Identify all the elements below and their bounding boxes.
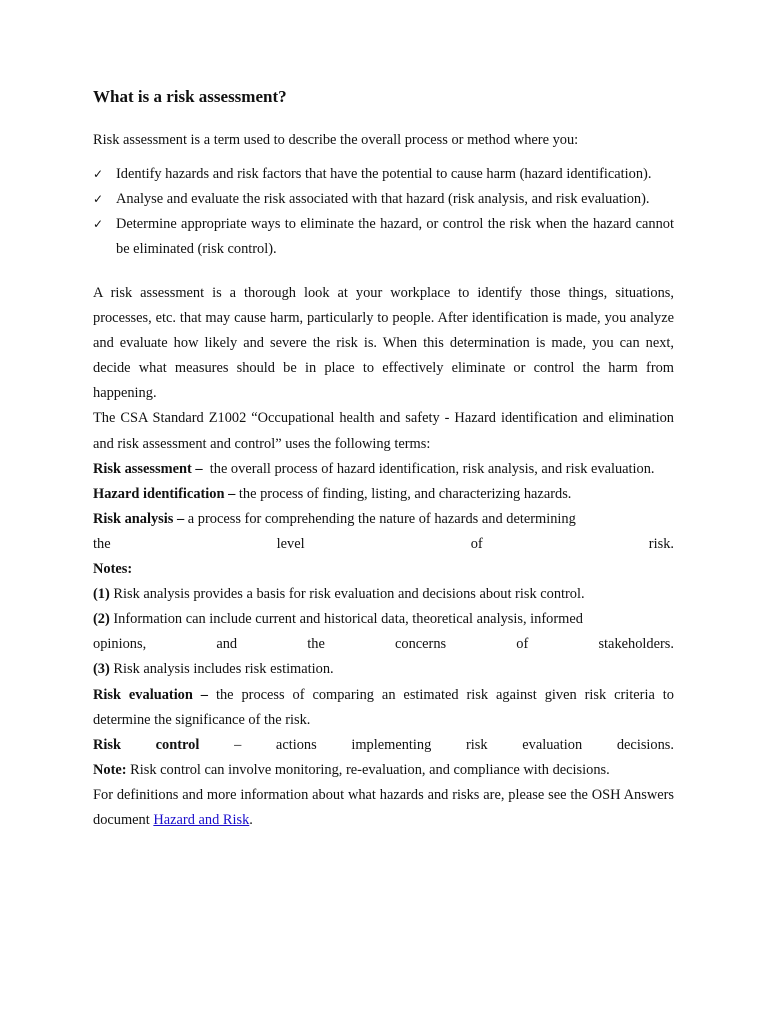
definition-hazard-identification [93, 482, 674, 507]
hazard-and-risk-link[interactable]: Hazard and Risk [153, 811, 250, 828]
risk-control-note [93, 758, 674, 783]
term-risk-analysis: Risk analysis – [93, 510, 185, 527]
closing-text: For definitions and more information about what hazards and risks are, please see the OSH Answers document [93, 786, 674, 828]
definition-risk-analysis-continued: the level of risk. [93, 535, 674, 552]
note-number: (2) [93, 611, 110, 628]
list-item-text: Analyse and evaluate the risk associated with that hazard (risk analysis, and risk evaluation). [116, 191, 650, 207]
checkmark-icon: ✓ [93, 167, 104, 181]
definition-risk-assessment [93, 457, 674, 482]
note-number: (1) [93, 586, 110, 603]
definition-text: – actions implementing risk evaluation decisions. [234, 736, 675, 753]
body-text [93, 281, 674, 833]
checklist [93, 162, 674, 262]
intro-paragraph: Risk assessment is a term used to describe the overall process or method where you: [93, 132, 579, 148]
paragraph-overview: A risk assessment is a thorough look at your workplace to identify those things, situations, processes, etc. that may cause harm, particularly to people. After identification is made, you analyze and evaluate how likely and severe the risk is. When this determination is made, you can next, decide what measures should be in place to effectively eliminate or control the harm from happening. [93, 285, 674, 402]
notes-label: Notes: [93, 561, 133, 578]
term-risk-control: Risk control [93, 736, 200, 753]
definition-risk-analysis [93, 507, 674, 532]
definition-risk-evaluation [93, 683, 674, 733]
term-risk-assessment: Risk assessment – [93, 460, 203, 477]
paragraph-csa-standard: The CSA Standard Z1002 “Occupational health and safety - Hazard identification and elimination and risk assessment and control” uses the following terms: [93, 410, 674, 452]
list-item-text: Determine appropriate ways to eliminate the hazard, or control the risk when the hazard cannot be eliminated (risk control). [116, 216, 674, 257]
definition-text: the process of finding, listing, and characterizing hazards. [238, 485, 572, 502]
list-item [93, 187, 674, 212]
note-number: (3) [93, 661, 110, 678]
note-2 [93, 607, 674, 632]
definition-text: the process of comparing an estimated risk against given risk criteria to determine the significance of the risk. [93, 686, 674, 728]
definition-risk-control [93, 733, 674, 758]
definition-text: the overall process of hazard identification, risk analysis, and risk evaluation. [209, 460, 655, 477]
checkmark-icon: ✓ [93, 192, 104, 206]
note-text: Risk control can involve monitoring, re-evaluation, and compliance with decisions. [130, 761, 610, 778]
term-risk-evaluation: Risk evaluation – [93, 686, 209, 703]
closing-period: . [249, 811, 253, 828]
list-item-text: Identify hazards and risk factors that have the potential to cause harm (hazard identification). [116, 166, 652, 182]
page-title: What is a risk assessment? [93, 87, 287, 106]
note-text: Risk analysis includes risk estimation. [113, 661, 334, 678]
list-item [93, 212, 674, 262]
note-3 [93, 657, 674, 682]
note-text: Information can include current and historical data, theoretical analysis, informed [113, 611, 583, 628]
note-label: Note: [93, 761, 127, 778]
term-hazard-identification: Hazard identification – [93, 485, 236, 502]
notes-heading [93, 557, 674, 582]
document-page [93, 86, 674, 833]
note-2-continued: opinions, and the concerns of stakeholders. [93, 636, 674, 653]
checkmark-icon: ✓ [93, 217, 104, 231]
definition-text: a process for comprehending the nature of hazards and determining [187, 510, 576, 527]
list-item [93, 162, 674, 187]
note-1 [93, 582, 674, 607]
closing-paragraph [93, 783, 674, 833]
note-text: Risk analysis provides a basis for risk evaluation and decisions about risk control. [113, 586, 585, 603]
